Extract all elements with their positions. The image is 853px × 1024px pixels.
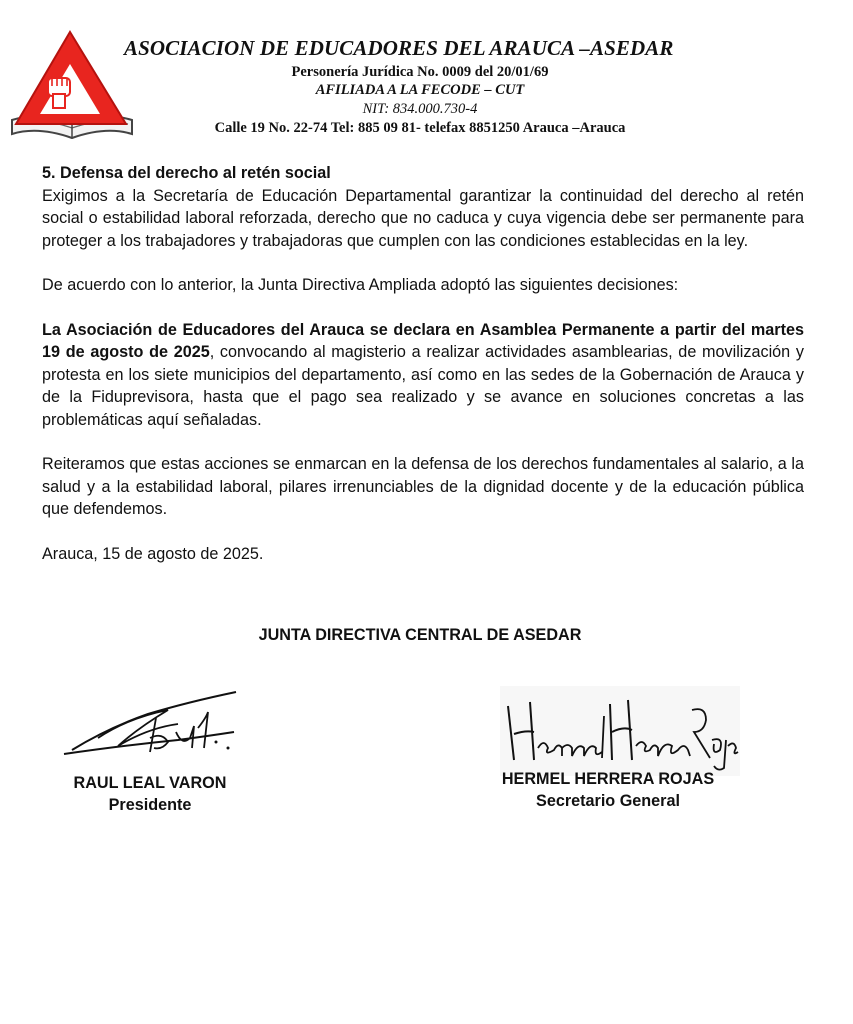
paragraph-gap	[42, 521, 804, 543]
place-date: Arauca, 15 de agosto de 2025.	[42, 544, 264, 563]
organization-name: ASOCIACION DE EDUCADORES DEL ARAUCA –ASEDAR	[124, 36, 674, 60]
document-body	[42, 162, 804, 565]
letterhead	[0, 22, 853, 142]
decision-bold-text: La Asociación de Educadores del Arauca se declara en Asamblea Permanente a partir del martes 19 de agosto de 2025	[42, 320, 804, 361]
nit-number: NIT: 834.000.730-4	[362, 101, 478, 117]
legal-status: Personería Jurídica No. 0009 del 20/01/69	[291, 64, 549, 80]
signatory-name: RAUL LEAL VARON	[73, 774, 227, 792]
affiliation: AFILIADA A LA FECODE – CUT	[315, 82, 525, 98]
board-title: JUNTA DIRECTIVA CENTRAL DE ASEDAR	[258, 626, 582, 644]
paragraph-gap	[42, 431, 804, 453]
address-line: Calle 19 No. 22-74 Tel: 885 09 81- telefax 8851250 Arauca –Arauca	[214, 120, 626, 136]
section-paragraph: Exigimos a la Secretaría de Educación Departamental garantizar la continuidad del derecho al retén social o estabilidad laboral reforzada, derecho que no caduca y cuya vigencia debe ser permanente para proteger a los trabajadores y trabajadoras que cumplen con las condiciones establecidas en la ley.	[42, 186, 804, 250]
decision-paragraph	[42, 319, 804, 432]
secretary-signature-icon	[500, 686, 740, 776]
signatory-name: HERMEL HERRERA ROJAS	[501, 770, 715, 788]
reiteration-paragraph: Reiteramos que estas acciones se enmarcan en la defensa de los derechos fundamentales al salario, a la salud y a la estabilidad laboral, pilares irrenunciables de la dignidad docente y de la educación pública que defendemos.	[42, 455, 804, 518]
president-signature-icon	[58, 688, 248, 763]
paragraph-gap	[42, 297, 804, 319]
asedar-logo-icon	[8, 28, 136, 140]
president-signatory	[50, 772, 250, 816]
secretary-signatory	[478, 768, 738, 812]
paragraph-gap	[42, 252, 804, 274]
decisions-intro: De acuerdo con lo anterior, la Junta Directiva Ampliada adoptó las siguientes decisiones:	[42, 276, 679, 294]
decision-rest-text: , convocando al magisterio a realizar actividades asamblearias, de movilización y protesta en los siete municipios del departamento, así como en las sedes de la Gobernación de Arauca y de la Fiduprevisora, hasta que el pago sea realizado y se avance en soluciones concretas a las problemáticas aquí señaladas.	[42, 343, 804, 429]
signatory-role: Presidente	[108, 796, 192, 814]
section-title: 5. Defensa del derecho al retén social	[42, 164, 331, 182]
signatory-role: Secretario General	[536, 792, 680, 810]
